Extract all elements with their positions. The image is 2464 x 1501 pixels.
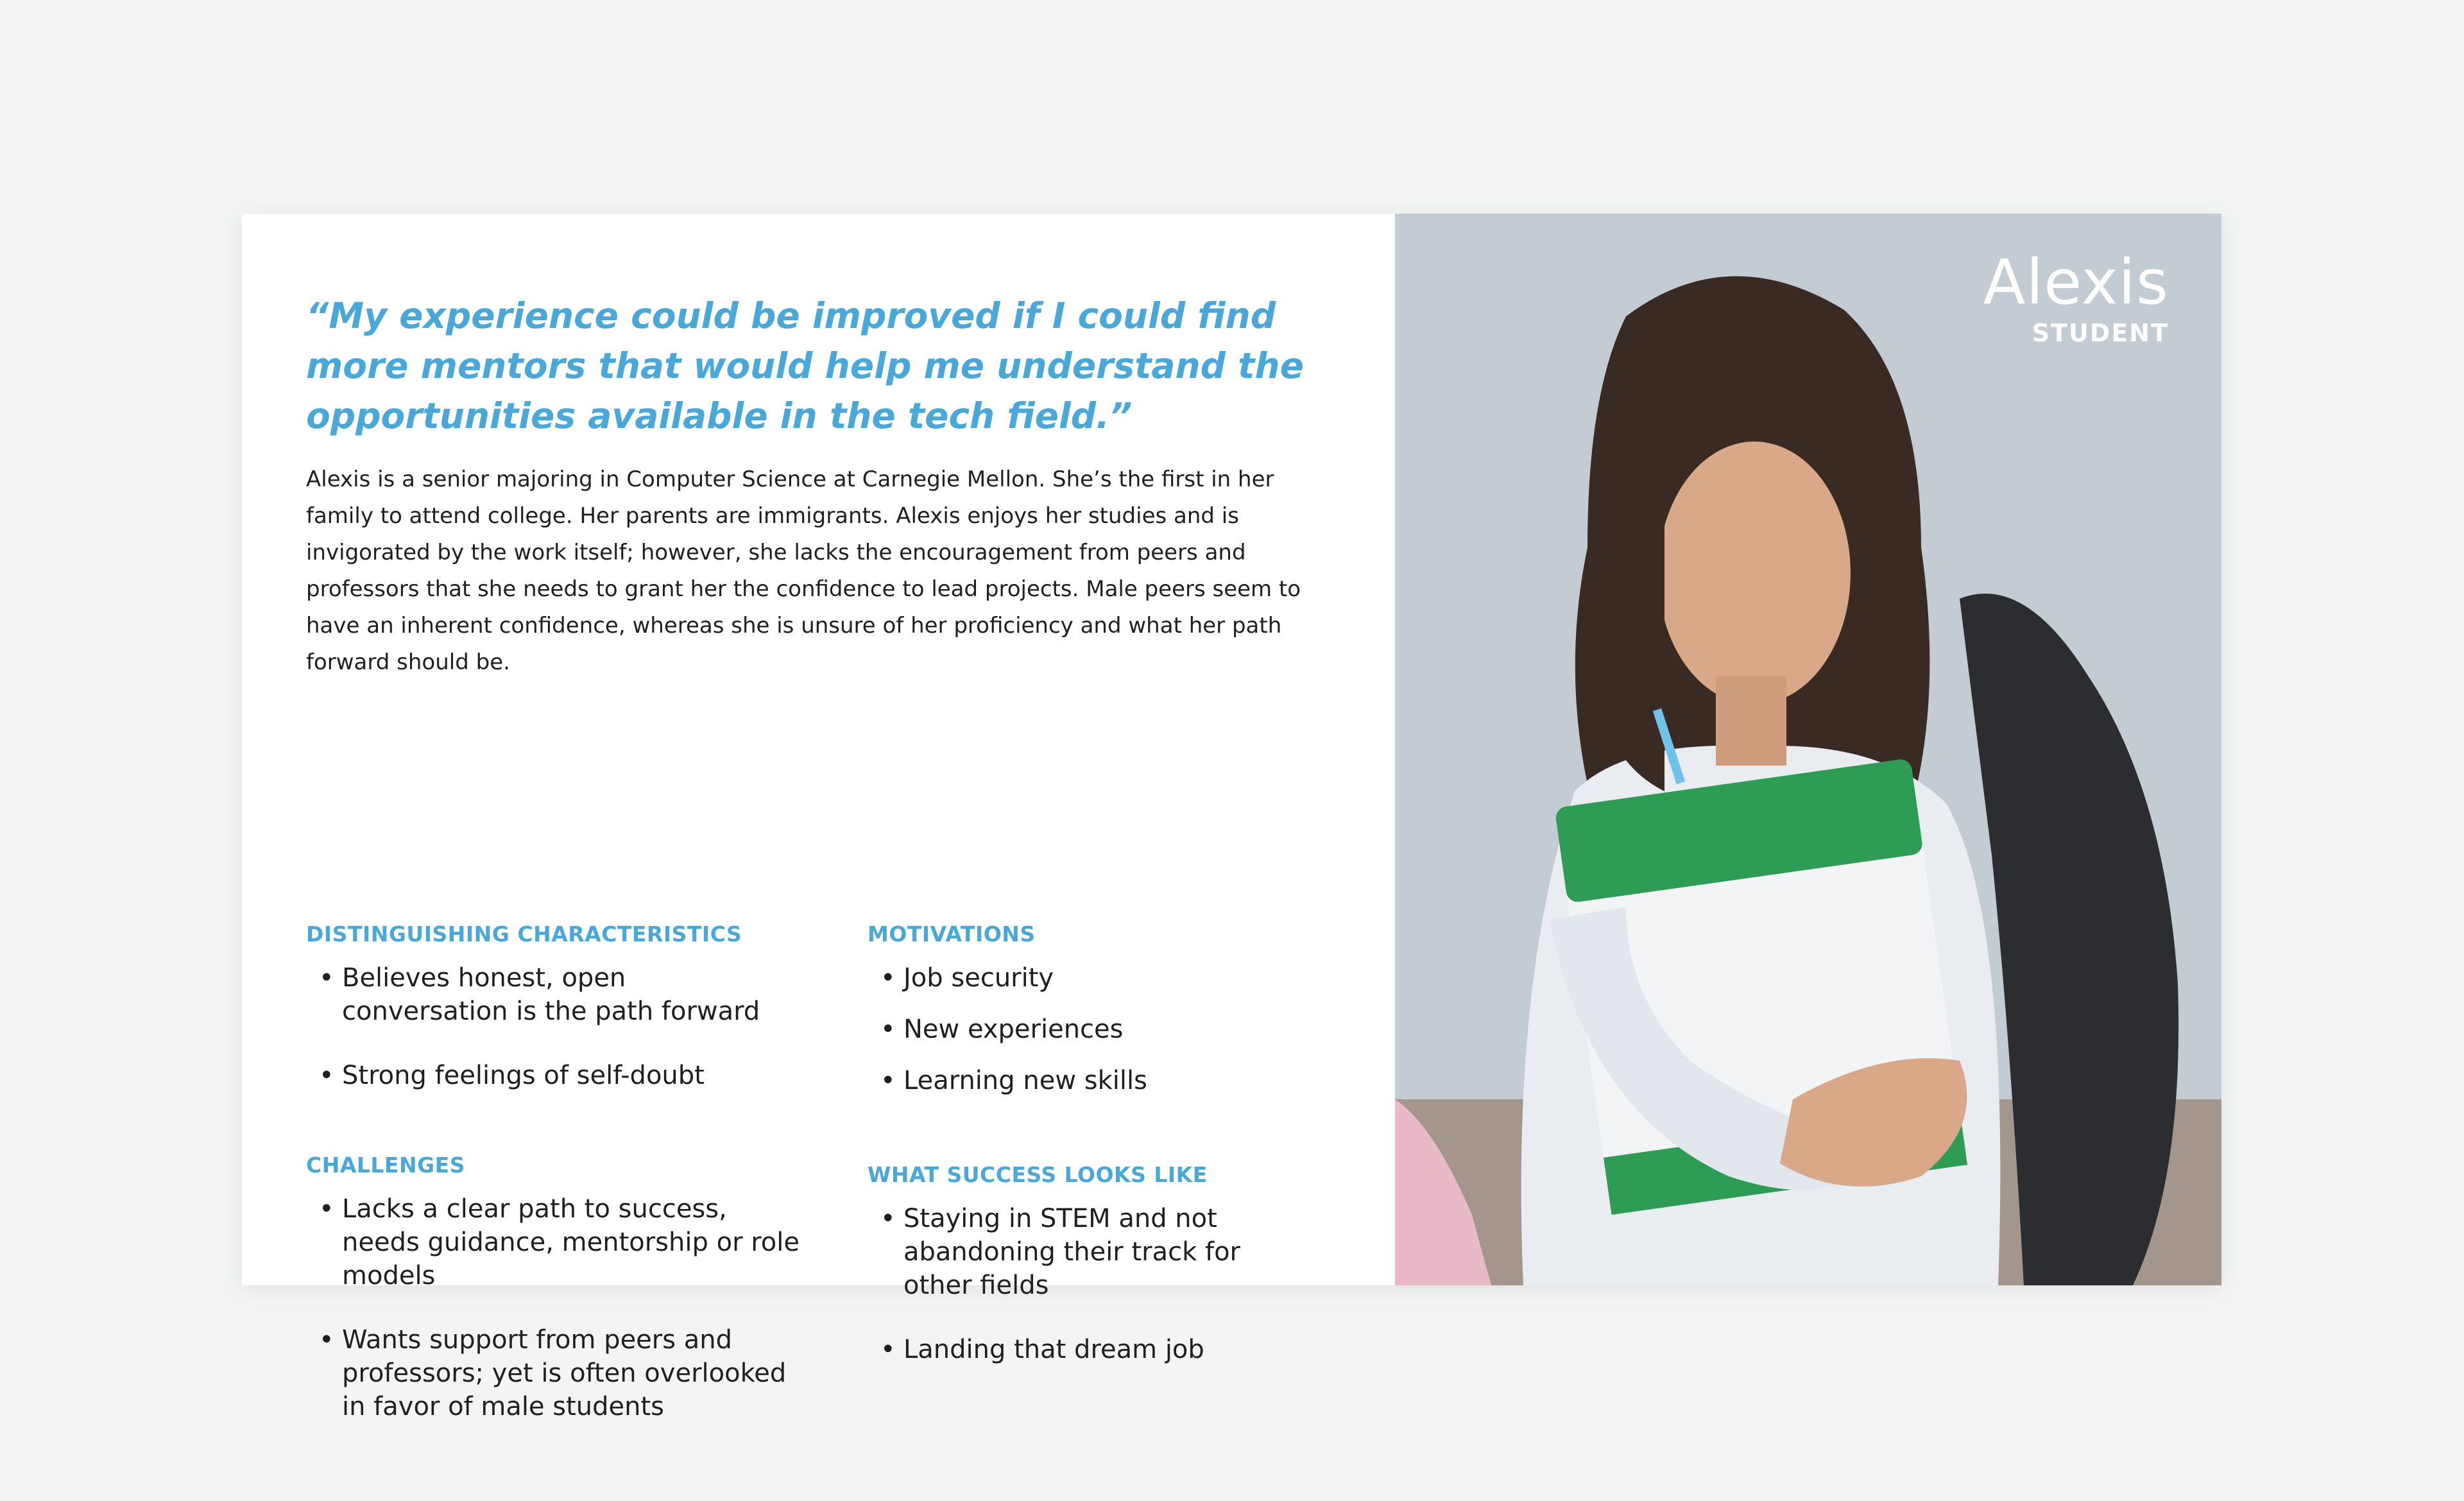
list-item [306,1323,807,1423]
list-item [306,1192,807,1292]
section-title: DISTINGUISHING CHARACTERISTICS [306,922,742,947]
section-motivations [868,922,1317,1115]
photo-face [1658,442,1851,705]
list-item [868,1013,1317,1046]
list-item-text: Landing that dream job [903,1335,1204,1364]
section-title: WHAT SUCCESS LOOKS LIKE [868,1162,1208,1187]
persona-photo-illustration [1395,214,2221,1285]
bullet-icon: • [319,1194,334,1224]
list-item [868,1064,1317,1097]
bullet-icon: • [880,1204,896,1233]
persona-text-panel [242,214,1395,1421]
list-item-text: Staying in STEM and not abandoning their track for other fields [903,1204,1240,1300]
list-item-text: Job security [903,963,1054,993]
bullet-icon: • [880,963,896,993]
bullet-icon: • [880,1335,896,1364]
bullet-icon: • [319,1061,334,1090]
list-item [868,961,1317,995]
list-item [306,1059,794,1092]
bullet-icon: • [880,1066,896,1095]
list-item-text: Learning new skills [903,1066,1147,1095]
list-item [868,1333,1317,1366]
persona-name: Alexis [1983,246,2169,318]
bullet-icon: • [319,963,334,993]
bullet-list [868,961,1317,1097]
section-challenges [306,1153,807,1454]
bullet-list [306,961,794,1092]
list-item [868,1202,1317,1302]
list-item-text: Believes honest, open conversation is the path forward [342,963,760,1026]
list-item-text: New experiences [903,1015,1124,1044]
list-item-text: Lacks a clear path to success, needs guidance, mentorship or role models [342,1194,800,1291]
bullet-icon: • [319,1325,334,1355]
persona-bio: Alexis is a senior majoring in Computer Science at Carnegie Mellon. She’s the first in her family to attend college. Her parents are immigrants. Alexis enjoys her studies and is invigorated by the work itself; however, she lacks the encouragement from peers and professors that she needs to grant her the confidence to lead projects. Male peers seem to have an inherent confidence, whereas she is unsure of her proficiency and what her path forward should be. [306,467,1301,675]
persona-role: STUDENT [2032,319,2169,347]
photo-neck [1716,676,1786,766]
persona-quote: “My experience could be improved if I could find more mentors that would help me understand the opportunities available in the tech field.” [306,295,1304,436]
list-item-text: Strong feelings of self-doubt [342,1061,705,1090]
section-title: MOTIVATIONS [868,922,1036,947]
persona-name-block [1983,247,2169,347]
section-title: CHALLENGES [306,1153,465,1178]
section-what-success-looks-like [868,1162,1317,1397]
bullet-icon: • [880,1015,896,1044]
list-item [306,961,794,1028]
bullet-list [306,1192,807,1423]
section-distinguishing-characteristics [306,922,794,1123]
bullet-list [868,1202,1317,1366]
persona-photo [1395,214,2221,1285]
list-item-text: Wants support from peers and professors; yet is often overlooked in favor of male students [342,1325,787,1421]
persona-card [242,214,2221,1421]
